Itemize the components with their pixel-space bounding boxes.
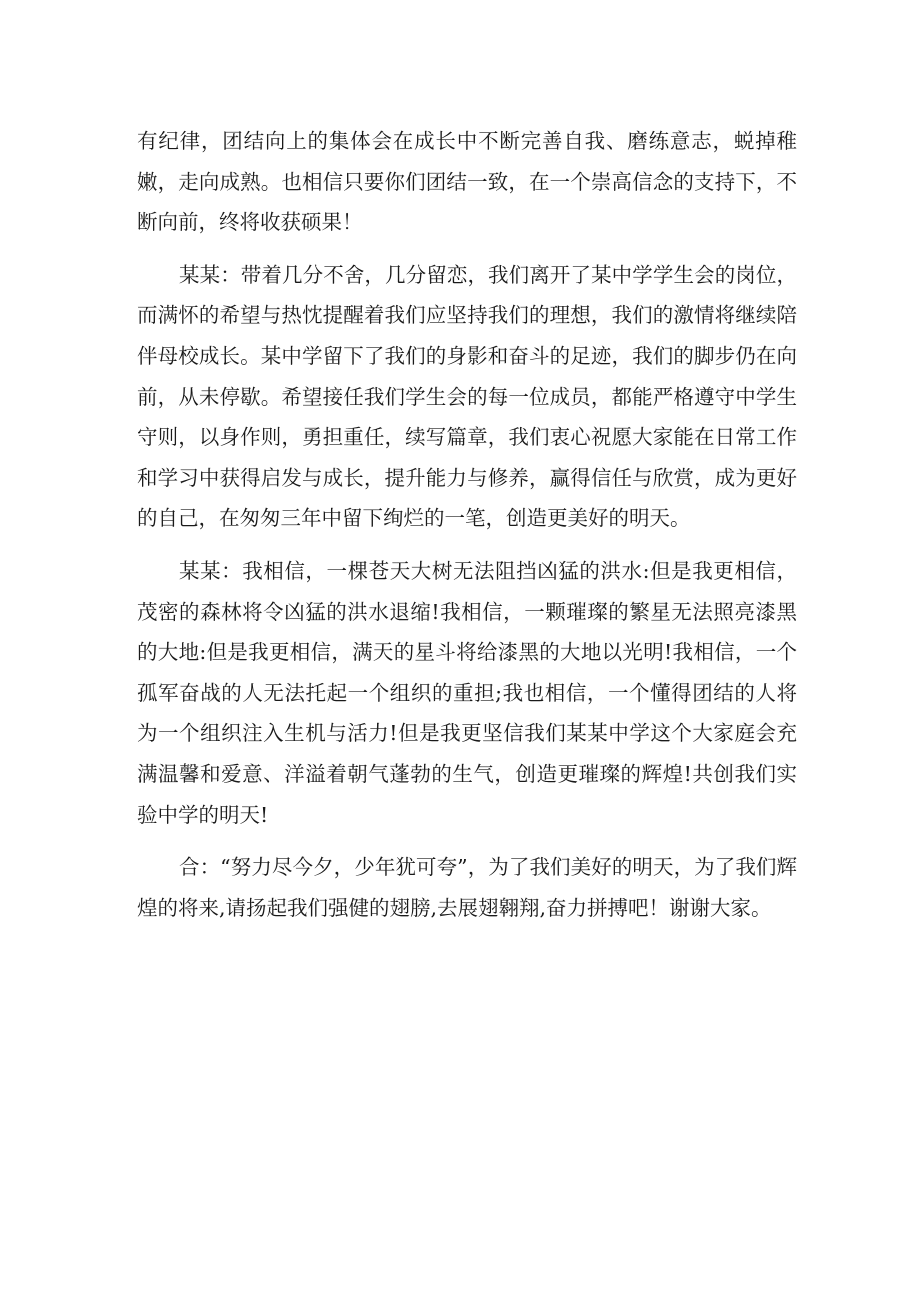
paragraph-closing-together: 合：“努力尽今夕，少年犹可夸”，为了我们美好的明天，为了我们辉煌的将来,请扬起我们强健的翅膀,去展翅翱翔,奋力拼搏吧！谢谢大家。	[137, 855, 797, 920]
paragraph-speaker-farewell: 某某：带着几分不舍，几分留恋，我们离开了某中学学生会的岗位，而满怀的希望与热忱提醒着我们应坚持我们的理想，我们的激情将继续陪伴母校成长。某中学留下了我们的身影和奋斗的足迹，我们的脚步仍在向前，从未停歇。希望接任我们学生会的每一位成员，都能严格遵守中学生守则，以身作则，勇担重任，续写篇章，我们衷心祝愿大家能在日常工作和学习中获得启发与成长，提升能力与修养，赢得信任与欣赏，成为更好的自己，在匆匆三年中留下绚烂的一笔，创造更美好的明天。	[137, 262, 797, 531]
paragraph-continuation: 有纪律，团结向上的集体会在成长中不断完善自我、磨练意志，蜕掉稚嫩，走向成熟。也相信只要你们团结一致，在一个崇高信念的支持下，不断向前，终将收获硕果！	[137, 129, 797, 235]
document-body	[137, 121, 797, 928]
paragraph-speaker-belief: 某某：我相信，一棵苍天大树无法阻挡凶猛的洪水:但是我更相信，茂密的森林将令凶猛的洪水退缩!我相信，一颗璀璨的繁星无法照亮漆黑的大地:但是我更相信，满天的星斗将给漆黑的大地以光明!我相信，一个孤军奋战的人无法托起一个组织的重担;我也相信，一个懂得团结的人将为一个组织注入生机与活力!但是我更坚信我们某某中学这个大家庭会充满温馨和爱意、洋溢着朝气蓬勃的生气，创造更璀璨的辉煌!共创我们实验中学的明天!	[137, 558, 797, 827]
